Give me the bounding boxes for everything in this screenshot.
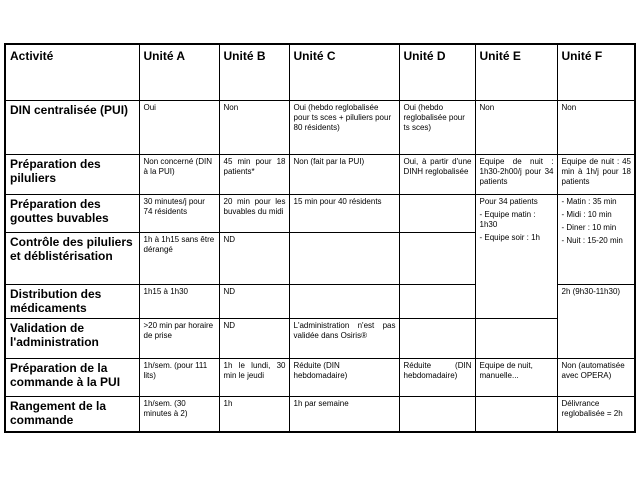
- cell-commande-b: 1h le lundi, 30 min le jeudi: [219, 358, 289, 396]
- header-unite-f: Unité F: [557, 44, 635, 100]
- cell-distribution-c: [289, 284, 399, 318]
- cell-din-a: Oui: [139, 100, 219, 154]
- cell-gouttes-f: [557, 194, 635, 284]
- cell-din-c: Oui (hebdo reglobalisée pour ts sces + piluliers pour 80 résidents): [289, 100, 399, 154]
- row-piluliers: [5, 154, 635, 194]
- cell-validation-a: >20 min par horaire de prise: [139, 318, 219, 358]
- cell-validation-c: L'administration n'est pas validée dans Osiris®: [289, 318, 399, 358]
- cell-din-d: Oui (hebdo reglobalisée pour ts sces): [399, 100, 475, 154]
- cell-gouttes-c: 15 min pour 40 résidents: [289, 194, 399, 232]
- cell-rangement-a: 1h/sem. (30 minutes à 2): [139, 396, 219, 432]
- row-validation: [5, 318, 635, 358]
- cell-piluliers-c: Non (fait par la PUI): [289, 154, 399, 194]
- header-unite-b: Unité B: [219, 44, 289, 100]
- cell-gouttes-e: [475, 194, 557, 318]
- row-label-validation: Validation de l'administration: [5, 318, 139, 358]
- cell-din-e: Non: [475, 100, 557, 154]
- cell-validation-e: [475, 318, 557, 358]
- cell-gouttes-f-line-4: - Nuit : 15-20 min: [561, 235, 623, 245]
- row-gouttes: [5, 194, 635, 232]
- cell-piluliers-b: 45 min pour 18 patients*: [219, 154, 289, 194]
- cell-gouttes-a: 30 minutes/j pour 74 résidents: [139, 194, 219, 232]
- cell-commande-e: Equipe de nuit, manuelle...: [475, 358, 557, 396]
- cell-piluliers-f: Equipe de nuit : 45 min à 1h/j pour 18 patients: [557, 154, 635, 194]
- cell-din-b: Non: [219, 100, 289, 154]
- cell-controle-a: 1h à 1h15 sans être dérangé: [139, 232, 219, 284]
- cell-piluliers-a: Non concerné (DIN à la PUI): [139, 154, 219, 194]
- cell-rangement-f: Délivrance reglobalisée = 2h: [557, 396, 635, 432]
- cell-commande-c: Réduite (DIN hebdomadaire): [289, 358, 399, 396]
- cell-controle-d: [399, 232, 475, 284]
- cell-commande-f: Non (automatisée avec OPERA): [557, 358, 635, 396]
- cell-din-f: Non: [557, 100, 635, 154]
- row-label-distribution: Distribution des médicaments: [5, 284, 139, 318]
- cell-distribution-f: 2h (9h30-11h30): [557, 284, 635, 358]
- cell-gouttes-e-line-2: - Equipe matin : 1h30: [479, 209, 536, 229]
- cell-controle-c: [289, 232, 399, 284]
- row-rangement: [5, 396, 635, 432]
- header-row: [5, 44, 635, 100]
- row-label-commande: Préparation de la commande à la PUI: [5, 358, 139, 396]
- row-label-controle: Contrôle des piluliers et déblistérisation: [5, 232, 139, 284]
- cell-commande-d: Réduite (DIN hebdomadaire): [399, 358, 475, 396]
- activity-comparison-table: [4, 43, 636, 433]
- header-activite: Activité: [5, 44, 139, 100]
- cell-validation-d: [399, 318, 475, 358]
- cell-commande-a: 1h/sem. (pour 111 lits): [139, 358, 219, 396]
- row-label-din: DIN centralisée (PUI): [5, 100, 139, 154]
- cell-gouttes-e-line-1: Pour 34 patients: [479, 196, 538, 206]
- cell-rangement-d: [399, 396, 475, 432]
- cell-piluliers-d: Oui, à partir d'une DINH reglobalisée: [399, 154, 475, 194]
- cell-validation-b: ND: [219, 318, 289, 358]
- header-unite-d: Unité D: [399, 44, 475, 100]
- cell-distribution-a: 1h15 à 1h30: [139, 284, 219, 318]
- cell-distribution-b: ND: [219, 284, 289, 318]
- header-unite-e: Unité E: [475, 44, 557, 100]
- cell-rangement-c: 1h par semaine: [289, 396, 399, 432]
- row-commande: [5, 358, 635, 396]
- cell-gouttes-f-line-3: - Diner : 10 min: [561, 222, 617, 232]
- row-label-gouttes: Préparation des gouttes buvables: [5, 194, 139, 232]
- cell-piluliers-e: Equipe de nuit : 1h30-2h00/j pour 34 patients: [475, 154, 557, 194]
- cell-gouttes-e-line-3: - Equipe soir : 1h: [479, 232, 540, 242]
- row-label-rangement: Rangement de la commande: [5, 396, 139, 432]
- cell-controle-b: ND: [219, 232, 289, 284]
- header-unite-c: Unité C: [289, 44, 399, 100]
- cell-rangement-b: 1h: [219, 396, 289, 432]
- cell-gouttes-d: [399, 194, 475, 232]
- header-unite-a: Unité A: [139, 44, 219, 100]
- cell-distribution-d: [399, 284, 475, 318]
- cell-gouttes-f-line-2: - Midi : 10 min: [561, 209, 612, 219]
- cell-gouttes-b: 20 min pour les buvables du midi: [219, 194, 289, 232]
- cell-gouttes-f-line-1: - Matin : 35 min: [561, 196, 617, 206]
- row-label-piluliers: Préparation des piluliers: [5, 154, 139, 194]
- row-din: [5, 100, 635, 154]
- cell-rangement-e: [475, 396, 557, 432]
